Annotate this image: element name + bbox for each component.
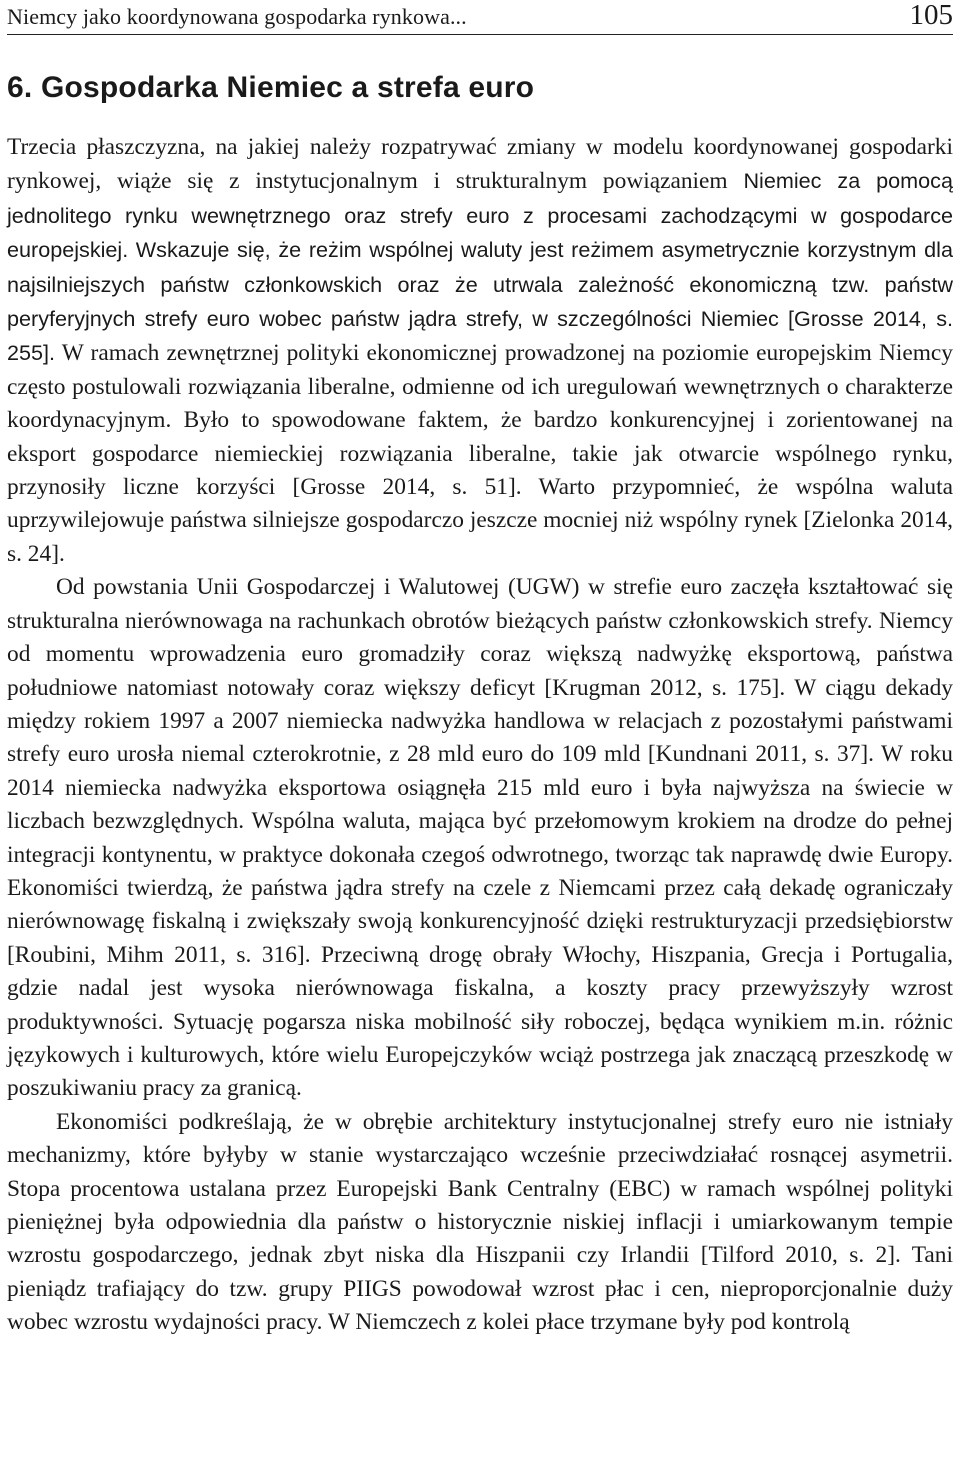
paragraph-3: Ekonomiści podkreślają, że w obrębie architektury instytucjonalnej strefy euro nie istniały mechanizmy, które byłyby w stanie wystarczająco wcześnie przeciwdziałać rosnącej asymetrii. Stopa procentowa ustalana przez Europejski Bank Centralny (EBC) w ramach wspólnej polityki pieniężnej była odpowiednia dla państw o historycznie niskiej inflacji i umiarkowanym tempie wzrostu gospodarczego, jednak zbyt niska dla Hiszpanii czy Irlandii [Tilford 2010, s. 2]. Tani pieniądz trafiający do tzw. grupy PIIGS powodował wzrost płac i cen, nieproporcjonalnie duży wobec wzrostu wydajności pracy. W Niemczech z kolei płace trzymane były pod kontrolą	[7, 1108, 953, 1336]
paragraph-1-run-2: Niemiec za pomocą jednolitego rynku wewnętrznego oraz strefy euro z procesami zachodzącymi w gospodarce europejskiej.	[7, 168, 953, 263]
paragraph-1-run-4: W ramach zewnętrznej polityki ekonomicznej prowadzonej na poziomie europejskim Niemcy często postulowali rozwiązania liberalne, odmienne od ich uregulowań wewnętrznych o charakterze koordynacyjnym. Było to spowodowane faktem, że bardzo konkurencyjnej i zorientowanej na eksport gospodarce niemieckiej rozwiązania liberalne, takie jak otwarcie wspólnego rynku, przynosiły liczne korzyści [Grosse 2014, s. 51]. Warto przypomnieć, że wspólna waluta uprzywilejowuje państwa silniejsze gospodarczo jeszcze mocniej niż wspólny rynek [Zielonka 2014, s. 24].	[7, 340, 953, 567]
paragraph-1-run-3: Wskazuje się, że reżim wspólnej waluty jest reżimem asymetrycznie korzystnym dla najsilniejszych państw członkowskich oraz że utrwala zależność ekonomiczną tzw. państw peryferyjnych strefy euro wobec państw jądra strefy, w szczególności Niemiec [Grosse 2014, s. 255].	[7, 237, 953, 366]
body-text	[7, 131, 953, 1340]
paragraph-1	[7, 131, 953, 571]
running-header	[7, 0, 953, 35]
section-heading: 6. Gospodarka Niemiec a strefa euro	[7, 71, 535, 104]
paragraph-2: Od powstania Unii Gospodarczej i Walutowej (UGW) w strefie euro zaczęła kształtować się strukturalna nierównowaga na rachunkach obrotów bieżących państw członkowskich strefy. Niemcy od momentu wprowadzenia euro gromadziły coraz większą nadwyżkę eksportową, państwa południowe natomiast notowały coraz większy deficyt [Krugman 2012, s. 175]. W ciągu dekady między rokiem 1997 a 2007 niemiecka nadwyżka handlowa w relacjach z pozostałymi państwami strefy euro urosła niemal czterokrotnie, z 28 mld euro do 109 mld [Kundnani 2011, s. 37]. W roku 2014 niemiecka nadwyżka eksportowa osiągnęła 215 mld euro i była najwyższa na świecie w liczbach bezwzględnych. Wspólna waluta, mająca być przełomowym krokiem na drodze do pełnej integracji kontynentu, w praktyce dokonała czegoś odwrotnego, tworząc tak naprawdę dwie Europy. Ekonomiści twierdzą, że państwa jądra strefy na czele z Niemcami przez całą dekadę ograniczały nierównowagę fiskalną i zwiększały swoją konkurencyjność dzięki restrukturyzacji przedsiębiorstw [Roubini, Mihm 2011, s. 316]. Przeciwną drogę obrały Włochy, Hiszpania, Grecja i Portugalia, gdzie nadal jest wysoka nierównowaga fiskalna, a koszty pracy przewyższyły wzrost produktywności. Sytuację pogarsza niska mobilność siły roboczej, będąca wynikiem m.in. różnic językowych i kulturowych, które wielu Europejczyków wciąż postrzega jak znaczącą przeszkodę w poszukiwaniu pracy za granicą.	[7, 574, 953, 1102]
document-page	[7, 0, 953, 1340]
page-number: 105	[909, 0, 953, 31]
running-title: Niemcy jako koordynowana gospodarka rynkowa...	[7, 4, 467, 29]
paragraph-1-run-1: Trzecia płaszczyzna, na jakiej należy rozpatrywać zmiany w modelu koordynowanej gospodarki rynkowej, wiąże się z instytucjonalnym i strukturalnym powiązaniem	[7, 134, 953, 195]
